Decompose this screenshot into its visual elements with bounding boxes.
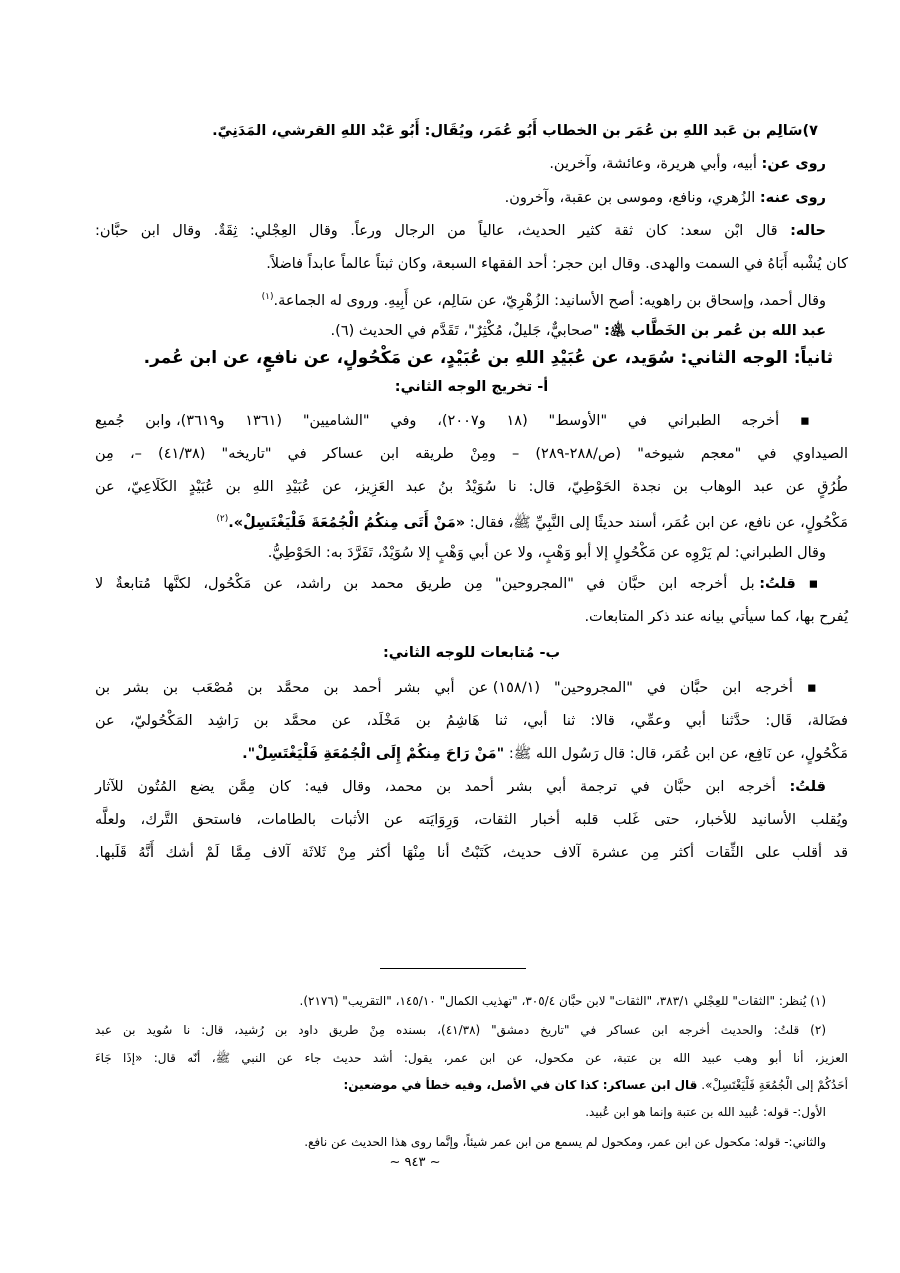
section-heading: ثانياً: الوجه الثاني: سُوَيد، عن عُبَيْدِ اللهِ بن عُبَيْدٍ، عن مَكْحُولٍ، عن نافعٍ، عن ابن عُمر. [143, 348, 833, 368]
body-line: قد أقلب على الثِّقات أكثر مِن عشرة آلاف حديث، كَتَبْتُ أنا مِنْهَا أكثر مِنْ ثَلاثَة آلاف مِمَّا لَمْ أشك أَنَّهُ قَلَبها. [95, 845, 848, 861]
footnote-ref[interactable]: (١) [261, 292, 274, 302]
subheading-a: أ- تخريج الوجه الثاني: [394, 379, 549, 395]
narrator-title: ٧)سَالِم بن عَبد اللهِ بن عُمَر بن الخطاب أَبُو عُمَر، ويُقَال: أَبُو عَبْد اللهِ القرشي، المَدَنِيّ. [212, 123, 818, 139]
text: الزُهري، ونافع، وموسى بن عقبة، وآخرون. [504, 190, 760, 206]
body-line: فضَالة، قَال: حدَّثنا أبي وعمِّي، قالا: ثنا أبي، ثنا هَاشِمُ بن مَخْلَد، عن محمَّد بن رَاشِد المَكْحُوليّ، عن [95, 713, 848, 729]
hadith-text: "مَنْ رَاحَ مِنكُمْ إِلَى الْجُمُعَةِ فَلْيَغْتَسِلْ". [242, 746, 505, 762]
body-line: طُرُقٍ عن عبد الوهاب بن نجدة الحَوْطِيّ، قال: نا سُوَيْدُ بنُ عبد العَزِيز، عن عُبَيْدِ اللهِ بن عُبَيْدٍ الكَلَاعِيّ، عن [95, 479, 848, 495]
body-line: الصيداوي في "معجم شيوخه" (ص/٢٨٨-٢٨٩) – ومِنْ طريقه ابن عساكر في "تاريخه" (٤١/٣٨) –، مِن [95, 446, 848, 462]
hadith-text: «مَنْ أَتَى مِنكُمُ الْجُمُعَةَ فَلْيَغْتَسِلْ». [228, 514, 466, 531]
body-line [95, 573, 848, 595]
footnote-ref[interactable]: (٢) [216, 514, 229, 524]
body-line [95, 743, 848, 765]
text: أبيه، وأبي هريرة، وعائشة، وآخرين. [549, 156, 762, 172]
text: بل أخرجه ابن حبَّان في "المجروحين" مِن طريق محمد بن راشد، عن مَكْحُول، لكنَّها مُتابعةٌ لا [95, 576, 760, 592]
body-line: وقال الطبراني: لم يَرْوِه عن مَكْحُولٍ إلا أبو وَهْبٍ، ولا عن أبي وَهْبٍ إلا سُوَيْدٌ، تَفَرَّدَ به: الحَوْطِيُّ. [267, 545, 826, 561]
text: أخرجه ابن حبَّان في ترجمة أبي بشر أحمد بن محمد، وقال فيه: كان مِمَّن يضع المُتُون للآثار [95, 779, 790, 795]
label: ▪ قلتُ: [759, 576, 826, 592]
footnote-separator [380, 968, 526, 969]
body-line [95, 508, 848, 534]
body-line: ▪ أخرجه ابن حبَّان في "المجروحين" (١٥٨/١) عن أبي بشر أحمد بن محمَّد بن مُصْعَب بن بشر بن [95, 680, 826, 696]
narrated-from [95, 153, 848, 175]
status-line [95, 220, 848, 242]
subheading-b: ب- مُتابعات للوجه الثاني: [382, 645, 561, 661]
bold-text: قال ابن عساكر: كذا كان في الأصل، وفيه خطأ في موضعين: [343, 1078, 698, 1092]
body-line: يُفرح بها، كما سيأتي بيانه عند ذكر المتابعات. [584, 609, 848, 625]
footnote-2: (٢) قلتُ: والحديث أخرجه ابن عساكر في "تاريخ دمشق" (٤١/٣٨)، بسنده مِنْ طريق داود بن رُشيد، قال: نا سُويد بن عبد [95, 1023, 826, 1037]
body-line: ▪ أخرجه الطبراني في "الأوسط" (١٨ و٢٠٠٧)، وفي "الشاميين" (١٣٦١ و٣٦١٩)، وابن جُميع [95, 413, 826, 429]
footnote-2-line: العزيز، أنا أبو وهب عبيد الله بن عتبة، عن مكحول، عن ابن عمر، يقول: أشد حديث جاء عن النبي ﷺ، أنّه قال: «إذَا جَاءَ [95, 1051, 848, 1065]
text: "صحابيٌّ، جَليلٌ، مُكْثِرٌ"، تَقَدَّم في الحديث (٦). [330, 323, 605, 339]
text: مَكْحُولٍ، عن نَافِع، عن ابن عُمَر، قال: قال رَسُول الله ﷺ: [504, 746, 848, 762]
footnote-2-line: والثاني:- قوله: مكحول عن ابن عمر، ومكحول لم يسمع من ابن عمر شيئاً، وإنَّما روى هذا الحديث عن نافع. [304, 1135, 826, 1149]
label: روى عنه: [759, 190, 826, 206]
footnote-2-line [95, 1076, 848, 1094]
label: قلتُ: [789, 779, 826, 795]
companion-line [95, 320, 848, 342]
label: روى عن: [761, 156, 826, 172]
text: مَكْحُولٍ، عن نافع، عن ابن عُمَر، أسند حديثًا إلى النَّبِيِّ ﷺ، فقال: [465, 514, 848, 531]
label: حاله: [790, 223, 826, 239]
footnote-1: (١) يُنظر: "الثقات" للعِجْلي ٣٨٣/١، "الثقات" لابن حبَّان ٣٠٥/٤، "تهذيب الكمال" ١٤٥/١٠، "التقريب" (٢١٧٦). [299, 994, 826, 1008]
text: أحَدُكُمْ إلى الْجُمُعَةِ فَلْيَغْتَسِلْ». [697, 1078, 848, 1092]
narrated-by [95, 187, 848, 209]
text: وقال أحمد، وإسحاق بن راهويه: أصح الأسانيد: الزُهْرِيّ، عن سَالِم، عن أَبِيهِ. وروى له الجماعة. [273, 292, 826, 309]
page-number: ~ ٩٤٣ ~ [389, 1155, 441, 1170]
text: قال ابْن سعد: كان ثقة كثير الحديث، عالياً من الرجال ورعاً. وقال العِجْلي: ثِقَةٌ. وقال ابن حبَّان: [95, 223, 791, 239]
footnote-2-line: الأول:- قوله: عُبيد الله بن عتبة وإنما هو ابن عُبيد. [585, 1105, 826, 1119]
body-line: ويُقلب الأسانيد للأخبار، حتى غَلب قلبه أخبار الثقات، وَرِوَايَته عن الأثبات بالطامات، فاستحق التَّرك، ولعلَّه [95, 812, 848, 828]
label: عبد الله بن عُمر بن الخَطَّاب ﵁: [604, 323, 826, 339]
body-line [95, 776, 848, 798]
status-line: كان يُشْبه أَبَاهُ في السمت والهدى. وقال ابن حجر: أحد الفقهاء السبعة، وكان ثبتاً عالماً عابداً فاضلاً. [266, 256, 848, 272]
status-line [95, 286, 848, 312]
